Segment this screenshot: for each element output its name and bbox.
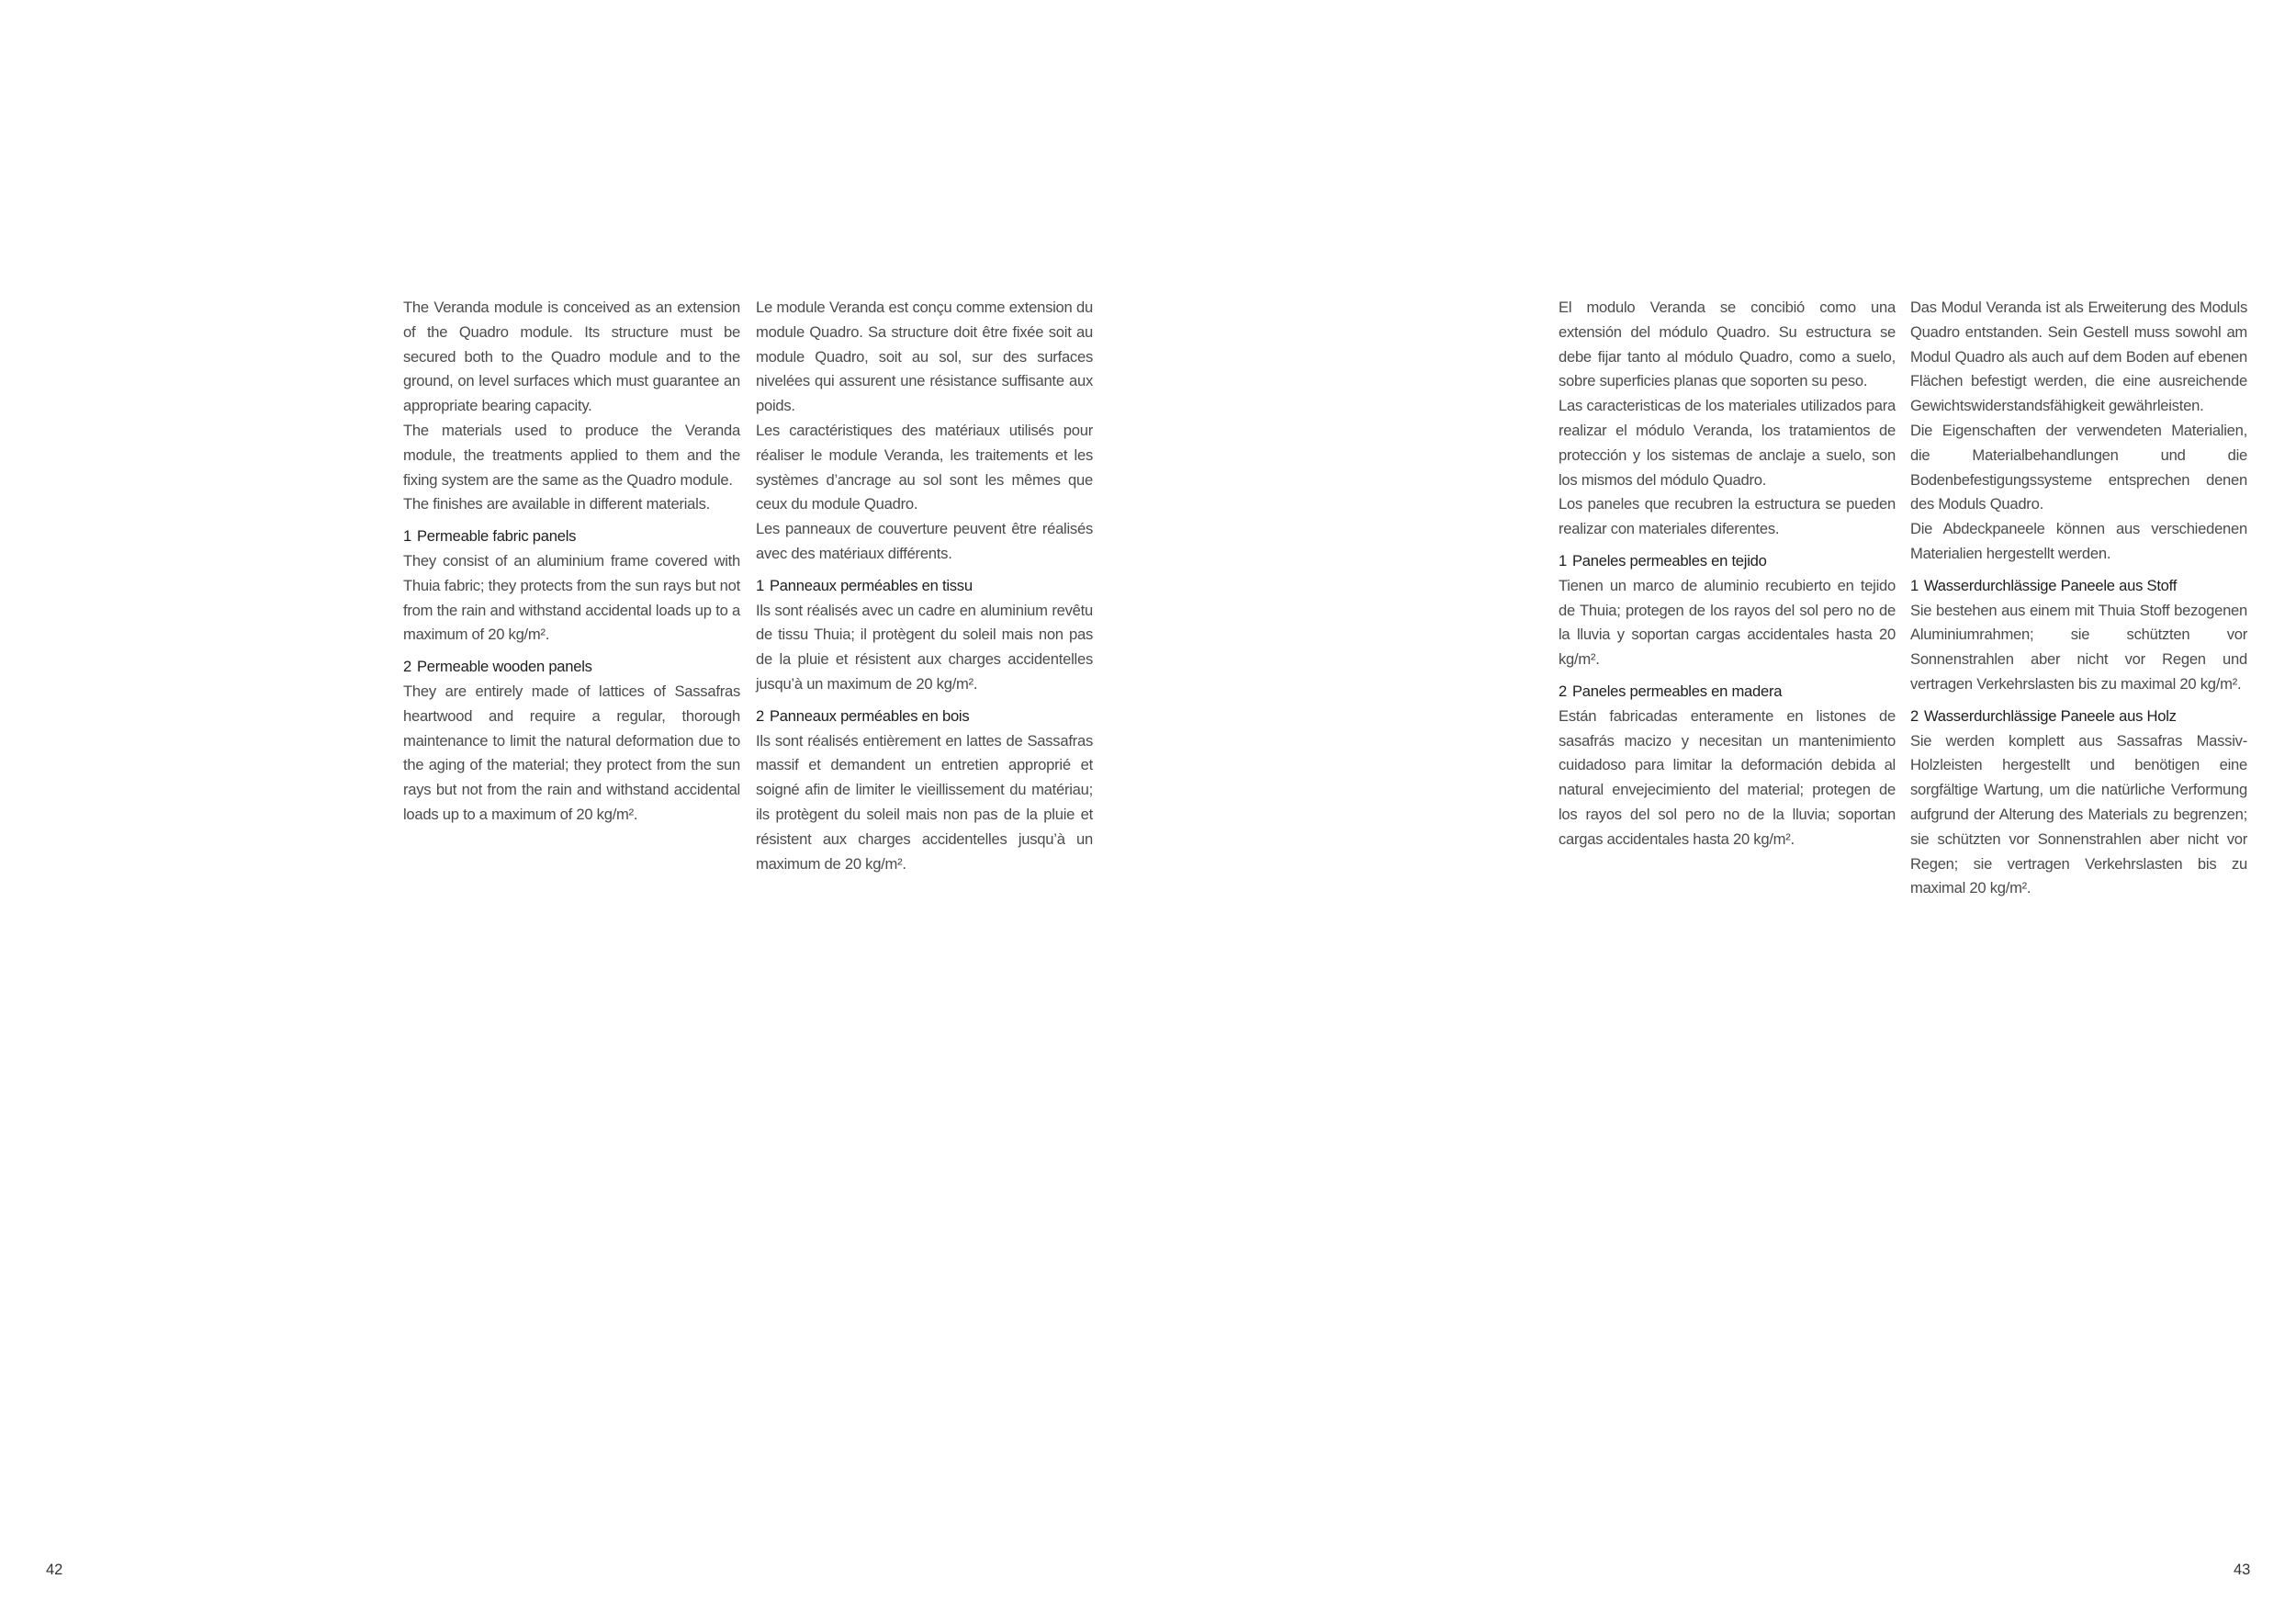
section-heading [1910,705,2247,729]
section-wooden-panels [1559,680,1896,852]
section-text: Sie bestehen aus einem mit Thuia Stoff bezogenen Aluminiumrahmen; sie schützten vor Sonnenstrahlen aber nicht vor Regen und vertragen Verkehrslasten bis zu maximal 20 kg/m². [1910,601,2247,693]
english-column [403,296,740,828]
page-number-right: 43 [2234,1562,2251,1578]
intro-paragraph: Das Modul Veranda ist als Erweiterung des Moduls Quadro entstanden. Sein Gestell muss sowohl am Modul Quadro als auch auf dem Boden auf ebenen Flächen befestigt werden, die eine ausreichende Gewichtswiderstandsfähigkeit gewährleisten. [1910,299,2247,415]
intro-paragraph: Die Eigenschaften der verwendeten Materialien, die Materialbehandlungen und die Bodenbefestigungssysteme entsprechen denen des Moduls Quadro. [1910,421,2247,513]
section-number: 1 [1910,576,1919,594]
intro-paragraph: The finishes are available in different materials. [403,495,710,513]
intro-paragraph: Le module Veranda est conçu comme extension du module Quadro. Sa structure doit être fixée soit au module Quadro, soit au sol, sur des surfaces nivelées qui assurent une résistance suffisante aux poids. [756,299,1093,415]
section-title: Paneles permeables en madera [1571,682,1783,700]
section-text: Sie werden komplett aus Sassafras Massiv-Holzleisten hergestellt und benötigen eine sorgfältige Wartung, um die natürliche Verformung aufgrund der Alterung des Materials zu begrenzen; sie schützten vor Sonnenstrahlen aber nicht vor Regen; sie vertragen Verkehrslasten bis zu maximal 20 kg/m². [1910,731,2247,897]
section-text: Ils sont réalisés entièrement en lattes de Sassafras massif et demandent un entretien approprié et soigné afin de limiter le vieillissement du matériau; ils protègent du soleil mais non pas de la pluie et résistent aux charges accidentelles jusqu’à un maximum de 20 kg/m². [756,731,1093,873]
section-text: Tienen un marco de aluminio recubierto en tejido de Thuia; protegen de los rayos del sol pero no de la lluvia y soportan cargas accidentales hasta 20 kg/m². [1559,576,1896,669]
section-fabric-panels [403,524,740,648]
section-number: 1 [1559,551,1567,570]
intro-paragraph: Les caractéristiques des matériaux utilisés pour réaliser le module Veranda, les traitements et les systèmes d’ancrage au sol sont les mêmes que ceux du module Quadro. [756,421,1093,513]
section-number: 1 [756,576,764,594]
section-text: They are entirely made of lattices of Sassafras heartwood and require a regular, thorough maintenance to limit the natural deformation due to the aging of the material; they protect from the sun rays but not from the rain and withstand accidental loads up to a maximum of 20 kg/m². [403,682,740,823]
section-wooden-panels [1910,705,2247,901]
intro-paragraph: Las caracteristicas de los materiales utilizados para realizar el módulo Veranda, los tratamientos de protección y los sistemas de anclaje a suelo, son los mismos del módulo Quadro. [1559,397,1896,489]
section-heading [1559,549,1896,574]
section-number: 2 [756,706,764,725]
intro-paragraph: Los paneles que recubren la estructura se pueden realizar con materiales diferentes. [1559,495,1896,538]
section-title: Wasserdurchlässige Paneele aus Holz [1923,706,2177,725]
section-number: 2 [1559,682,1567,700]
intro-paragraph: El modulo Veranda se concibió como una extensión del módulo Quadro. Su estructura se debe fijar tanto al módulo Quadro, como a suelo, sobre superficies planas que soporten su peso. [1559,299,1896,390]
section-title: Panneaux perméables en bois [769,706,970,725]
section-title: Panneaux perméables en tissu [769,576,973,594]
intro-paragraph: Les panneaux de couverture peuvent être réalisés avec des matériaux différents. [756,520,1093,562]
section-fabric-panels [1559,549,1896,672]
spanish-column [1559,296,1896,852]
section-text: They consist of an aluminium frame covered with Thuia fabric; they protects from the sun rays but not from the rain and withstand accidental loads up to a maximum of 20 kg/m². [403,551,740,644]
section-wooden-panels [756,705,1093,877]
section-heading [403,524,740,549]
section-title: Paneles permeables en tejido [1571,551,1767,570]
section-heading [403,655,740,680]
section-text: Están fabricadas enteramente en listones de sasafrás macizo y necesitan un mantenimiento cuidadoso para limitar la deformación debida al natural envejecimiento del material; protegen de los rayos del sol pero no de la lluvia; soportan cargas accidentales hasta 20 kg/m². [1559,706,1896,848]
section-fabric-panels [1910,574,2247,697]
section-title: Permeable wooden panels [416,658,592,676]
section-number: 1 [403,527,411,546]
section-fabric-panels [756,574,1093,697]
intro-paragraph: The materials used to produce the Veranda module, the treatments applied to them and the fixing system are the same as the Quadro module. [403,421,740,489]
section-number: 2 [1910,706,1919,725]
section-heading [756,574,1093,599]
section-heading [1910,574,2247,599]
section-heading [756,705,1093,729]
intro-paragraph: Die Abdeckpaneele können aus verschiedenen Materialien hergestellt werden. [1910,520,2247,562]
section-wooden-panels [403,655,740,828]
section-title: Permeable fabric panels [416,527,577,546]
french-column [756,296,1093,876]
section-text: Ils sont réalisés avec un cadre en aluminium revêtu de tissu Thuia; il protègent du soleil mais non pas de la pluie et résistent aux charges accidentelles jusqu’à un maximum de 20 kg/m². [756,601,1093,693]
german-column [1910,296,2247,901]
section-number: 2 [403,658,411,676]
section-title: Wasserdurchlässige Paneele aus Stoff [1923,576,2178,594]
intro-paragraph: The Veranda module is conceived as an extension of the Quadro module. Its structure must be secured both to the Quadro module and to the ground, on level surfaces which must guarantee an appropriate bearing capacity. [403,299,740,415]
page-number-left: 42 [46,1562,63,1578]
section-heading [1559,680,1896,705]
